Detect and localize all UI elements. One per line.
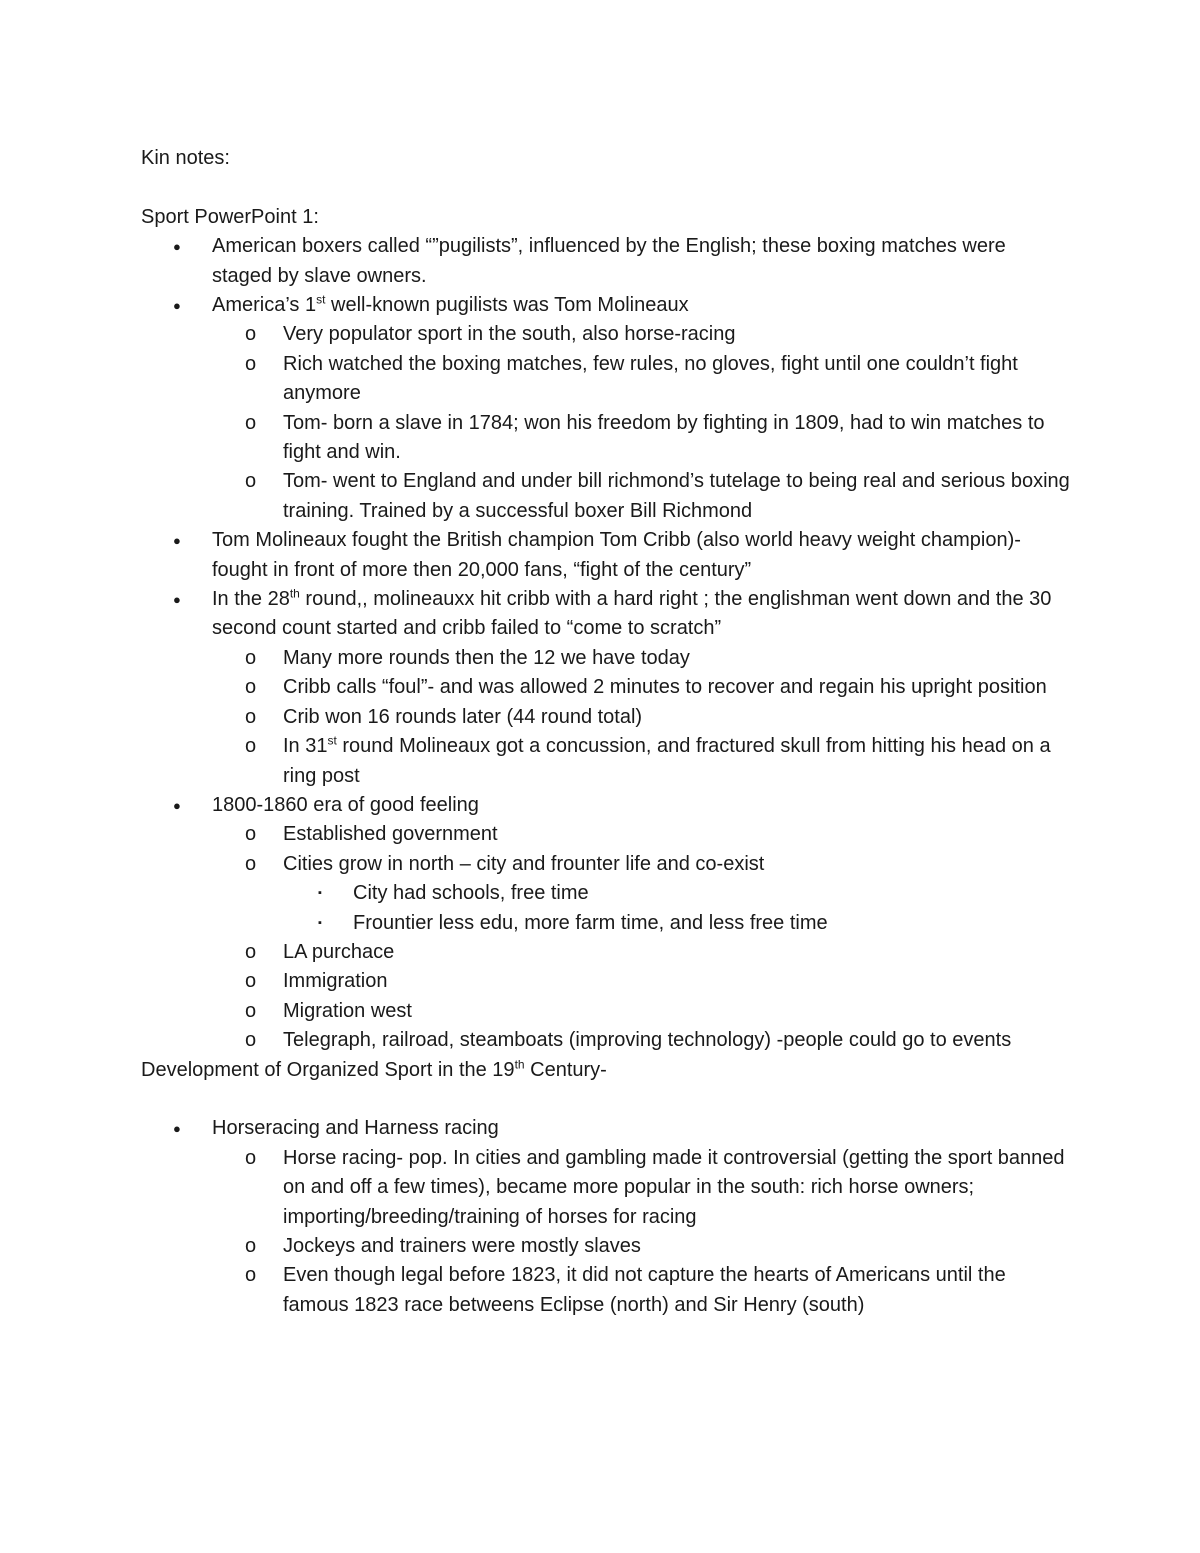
list-item [141, 1114, 1071, 1143]
list-item [141, 791, 1071, 820]
bullet-circle: o [245, 823, 257, 846]
list-item [141, 291, 1071, 320]
list-item-text: Tom Molineaux fought the British champion Tom Cribb (also world heavy weight champion)- fought in front of more then 20,000 fans, “fight of the century” [212, 529, 1021, 581]
sub-list-item-text: Horse racing- pop. In cities and gambling made it controversial (getting the sport banned on and off a few times), became more popular in the south: rich horse owners; importing/breeding/training of horses for racing [283, 1146, 1065, 1228]
bullet-circle: o [245, 323, 257, 346]
list-item-text: Horseracing and Harness racing [212, 1117, 499, 1140]
bullet-circle: o [245, 646, 257, 669]
bullet-dot: ● [173, 592, 181, 608]
sub-sub-list-item [141, 879, 1071, 908]
sub-list-item [141, 1026, 1071, 1055]
bullet-circle: o [245, 999, 257, 1022]
sub-list-item-text: Cities grow in north – city and frounter life and co-exist [283, 852, 765, 875]
sub-list-item [141, 1261, 1071, 1320]
list-item-text: 1800-1860 era of good feeling [212, 793, 479, 816]
list-item [141, 526, 1071, 585]
sub-list-item [141, 997, 1071, 1026]
bullet-circle: o [245, 1235, 257, 1257]
sub-sub-list-item [141, 909, 1071, 938]
bullet-circle: o [245, 970, 257, 993]
sub-list-item [141, 732, 1071, 791]
sub-list-item-text: In 31st round Molineaux got a concussion, and fractured skull from hitting his head on a ring post [283, 733, 1051, 787]
bullet-dot: ● [173, 239, 181, 255]
sub-sub-list-item-text: City had schools, free time [353, 882, 589, 905]
sub-list-item [141, 850, 1071, 879]
bullet-dot: ● [173, 533, 181, 549]
list-item [141, 232, 1071, 291]
bullet-dot: ● [173, 797, 181, 813]
sub-list-item [141, 967, 1071, 996]
sub-list-item [141, 409, 1071, 468]
bullet-circle: o [245, 1029, 257, 1052]
bullet-circle: o [245, 735, 257, 758]
sub-sub-list-item-text: Frountier less edu, more farm time, and less free time [353, 911, 828, 934]
blank-line [141, 173, 1071, 202]
bullet-circle: o [245, 705, 257, 728]
list-item [141, 585, 1071, 644]
bullet-circle: o [245, 1146, 257, 1169]
sub-list-item [141, 1144, 1071, 1232]
sub-list-item [141, 467, 1071, 526]
bullet-square: ▪ [318, 916, 322, 929]
sub-list-item [141, 1232, 1071, 1261]
sub-list-item-text: LA purchace [283, 940, 395, 963]
sub-list-item-text: Very populator sport in the south, also horse-racing [283, 323, 736, 346]
section2-title: Development of Organized Sport in the 19th Century- [141, 1056, 607, 1081]
sub-list-item [141, 320, 1071, 349]
sub-list-item-text: Even though legal before 1823, it did not capture the hearts of Americans until the famous 1823 race betweens Eclipse (north) and Sir Henry (south) [283, 1264, 1006, 1316]
sub-list-item-text: Crib won 16 rounds later (44 round total) [283, 705, 643, 728]
sub-list-item-text: Established government [283, 823, 498, 846]
sub-list-item-text: Cribb calls “foul”- and was allowed 2 minutes to recover and regain his upright position [283, 676, 1047, 699]
sub-list-item [141, 703, 1071, 732]
bullet-circle: o [245, 1264, 257, 1287]
sub-list-item-text: Tom- born a slave in 1784; won his freedom by fighting in 1809, had to win matches to fight and win. [283, 411, 1045, 464]
sub-list-item [141, 673, 1071, 702]
sub-list-item-text: Tom- went to England and under bill richmond’s tutelage to being real and serious boxing training. Trained by a successful boxer Bill Richmond [283, 470, 1070, 522]
sub-list-item [141, 820, 1071, 849]
sub-list-item-text: Migration west [283, 999, 412, 1022]
blank-line [141, 1085, 1071, 1114]
bullet-dot: ● [173, 1121, 181, 1137]
bullet-dot: ● [173, 298, 181, 314]
sub-list-item-text: Many more rounds then the 12 we have today [283, 646, 690, 669]
bullet-circle: o [245, 940, 257, 963]
sub-list-item-text: Rich watched the boxing matches, few rules, no gloves, fight until one couldn’t fight anymore [283, 352, 1018, 405]
bullet-circle: o [245, 676, 257, 699]
sub-list-item-text: Immigration [283, 970, 388, 993]
bullet-circle: o [245, 470, 257, 493]
list-item-text: American boxers called “”pugilists”, influenced by the English; these boxing matches were staged by slave owners. [212, 235, 1006, 287]
section1-title: Sport PowerPoint 1: [141, 205, 319, 228]
list-item-text: America’s 1st well-known pugilists was Tom Molineaux [212, 292, 689, 317]
sub-list-item-text: Telegraph, railroad, steamboats (improving technology) -people could go to events [283, 1029, 1012, 1052]
sub-list-item [141, 938, 1071, 967]
bullet-square: ▪ [318, 887, 322, 900]
bullet-circle: o [245, 411, 257, 434]
list-item-text: In the 28th round,, molineauxx hit cribb with a hard right ; the englishman went down and the 30 second count started and cribb failed to “come to scratch” [212, 586, 1052, 640]
document-body [141, 144, 1071, 1320]
heading-kin-notes: Kin notes: [141, 147, 230, 169]
sub-list-item-text: Jockeys and trainers were mostly slaves [283, 1235, 641, 1257]
bullet-circle: o [245, 852, 257, 875]
bullet-circle: o [245, 352, 257, 375]
sub-list-item [141, 644, 1071, 673]
sub-list-item [141, 350, 1071, 409]
